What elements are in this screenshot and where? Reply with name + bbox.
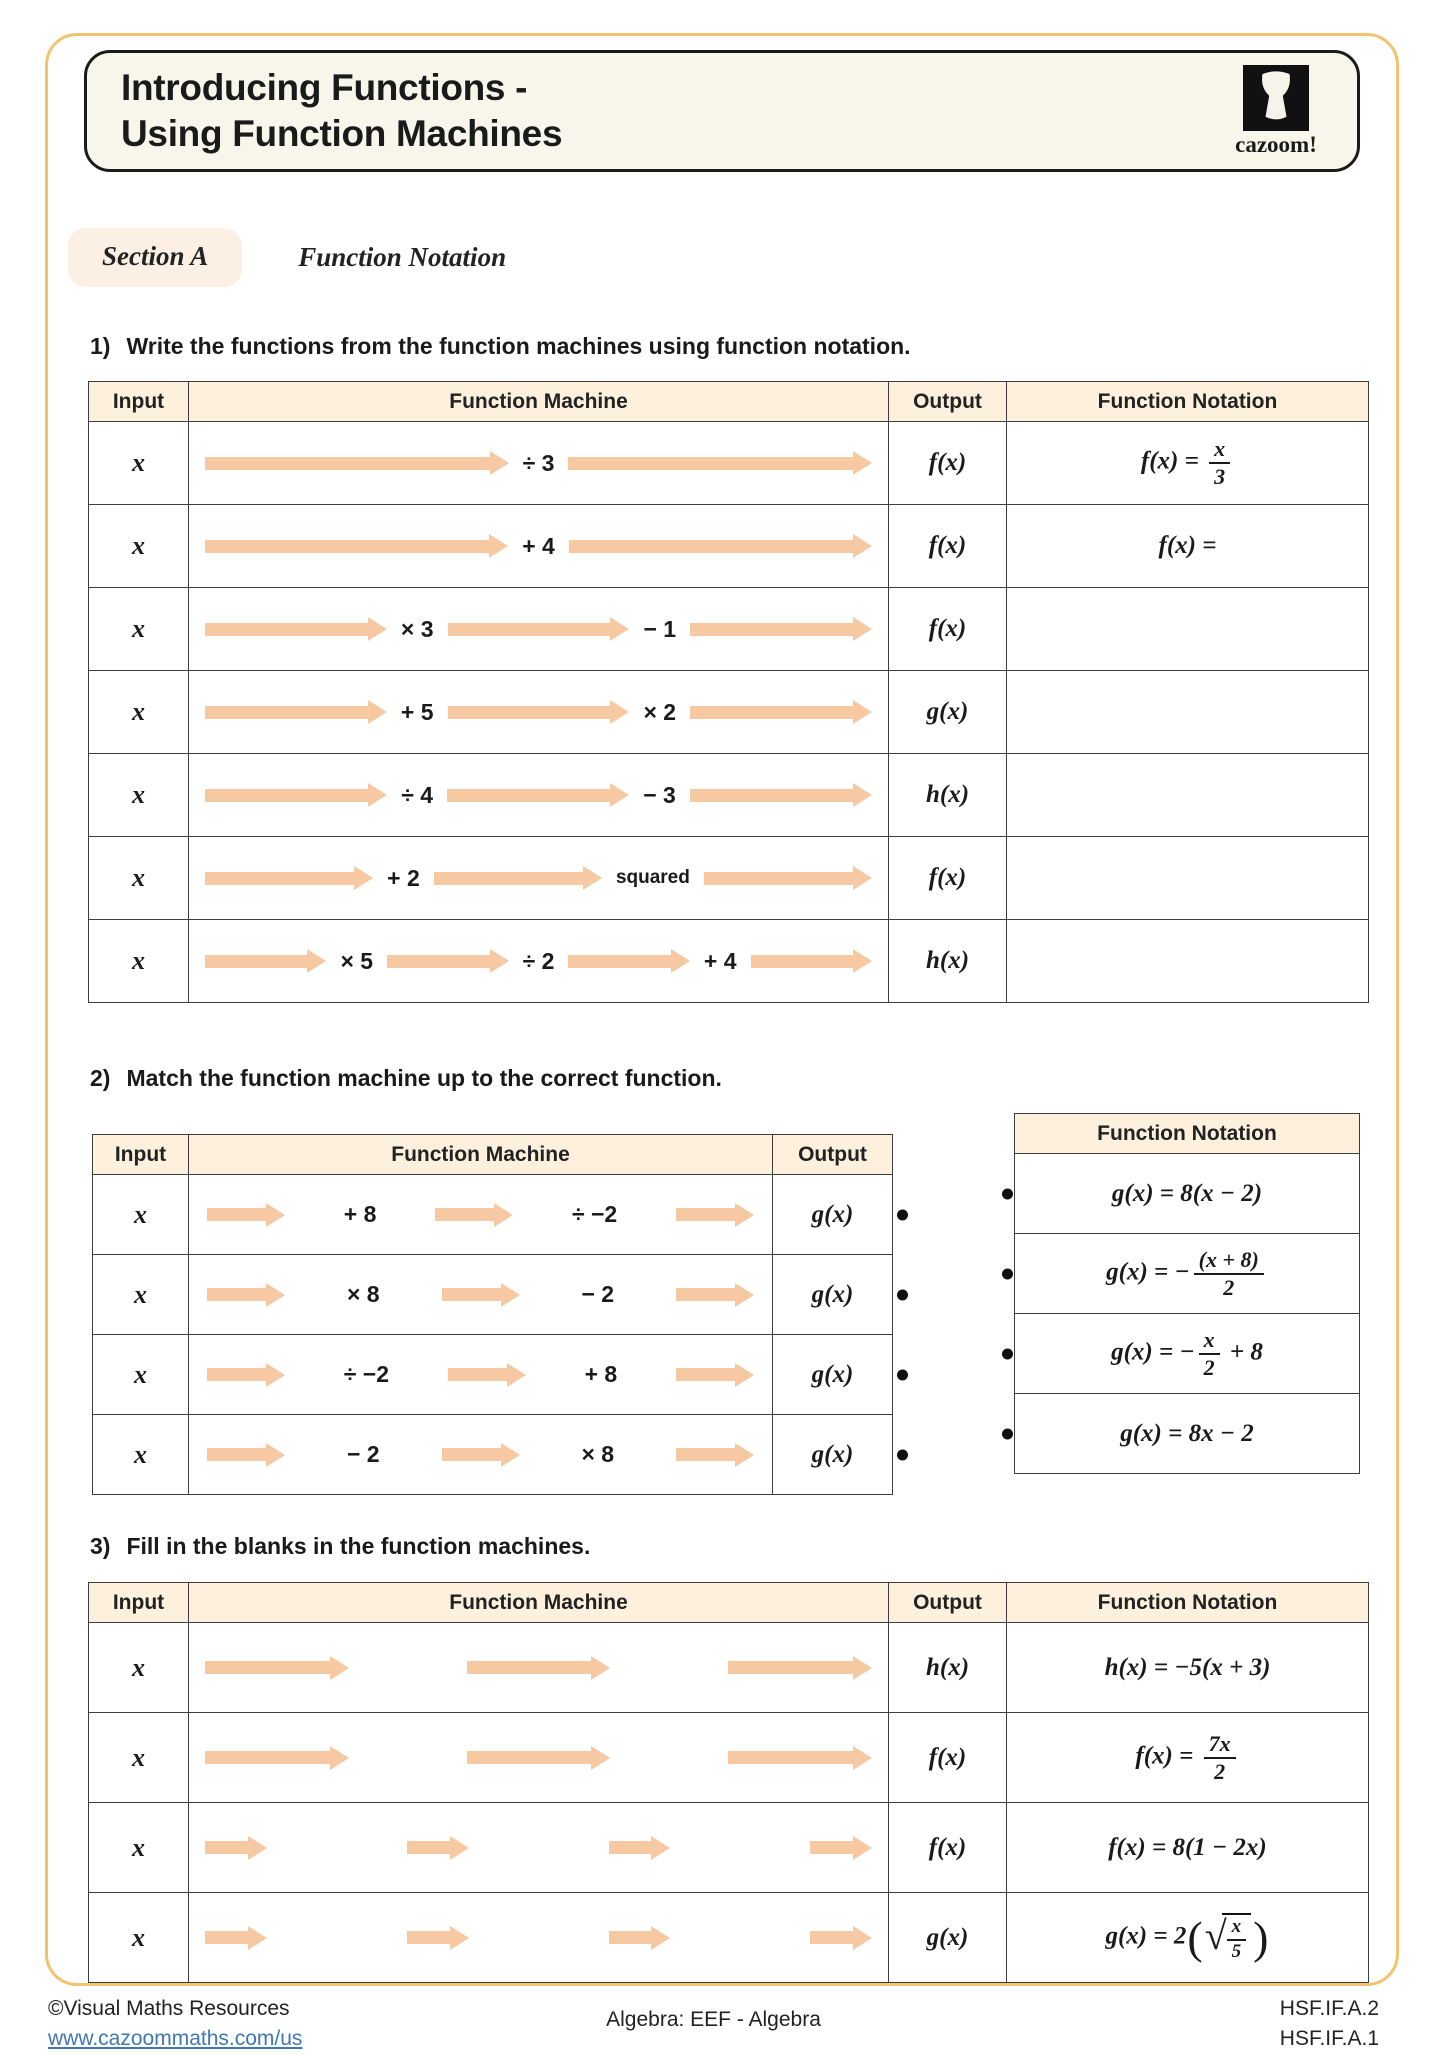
- machine-cell: [189, 1255, 773, 1335]
- machine-arrow-icon: [207, 1363, 285, 1387]
- page-title: [87, 65, 562, 158]
- machine-arrow-icon: [205, 1746, 349, 1770]
- machine-cell: [189, 505, 889, 588]
- notation-cell: [1015, 1234, 1360, 1314]
- match-dot: [1002, 1428, 1013, 1439]
- machine-arrow-icon: [205, 700, 387, 724]
- machine-blank-slot: [281, 1843, 393, 1853]
- function-machine: [189, 782, 888, 809]
- machine-arrow-icon: [810, 1836, 872, 1860]
- section-badge: Section A: [68, 228, 242, 287]
- output-cell: f(x): [889, 588, 1007, 671]
- machine-arrow-icon: [434, 866, 602, 890]
- machine-op-label: + 4: [703, 947, 737, 974]
- machine-cell: [189, 1175, 773, 1255]
- machine-blank-slot: [684, 1933, 796, 1943]
- machine-op-label: ÷ −2: [571, 1201, 618, 1227]
- q1-row: [89, 920, 1369, 1003]
- q3-prompt-text: Fill in the blanks in the function machines.: [126, 1533, 591, 1559]
- input-cell: x: [89, 754, 189, 837]
- notation-text: f(x) =: [1140, 447, 1206, 475]
- input-cell: x: [89, 1713, 189, 1803]
- footer-left: [48, 1994, 302, 2055]
- machine-op-label: − 1: [643, 615, 677, 642]
- machine-arrow-icon: [568, 451, 872, 475]
- notation-text: g(x) = 8(x − 2): [1111, 1179, 1263, 1207]
- table-header-row: [1015, 1114, 1360, 1154]
- notation-cell: [1007, 588, 1369, 671]
- q2-machine-row: [93, 1335, 893, 1415]
- match-dot: [1002, 1348, 1013, 1359]
- column-header: Function Notation: [1015, 1114, 1360, 1154]
- page-footer: [48, 1994, 1379, 2051]
- q1-row: [89, 837, 1369, 920]
- big-paren: (: [1187, 1911, 1203, 1963]
- column-header: Function Notation: [1007, 382, 1369, 422]
- machine-arrow-icon: [447, 783, 629, 807]
- machine-op-label: + 5: [400, 698, 434, 725]
- machine-op-label: ÷ −2: [343, 1361, 390, 1387]
- machine-arrow-icon: [387, 949, 508, 973]
- machine-blank-slot: [483, 1843, 595, 1853]
- machine-op-label: ÷ 4: [401, 781, 433, 808]
- output-cell: h(x): [889, 1623, 1007, 1713]
- page-title-line1: Introducing Functions -: [121, 66, 528, 108]
- input-cell: x: [89, 1623, 189, 1713]
- notation-cell: [1015, 1394, 1360, 1474]
- machine-op-label: + 4: [522, 532, 555, 559]
- machine-arrow-icon: [467, 1746, 611, 1770]
- column-header: Input: [89, 382, 189, 422]
- fraction: $\frac{x}{3}$: [1209, 437, 1230, 489]
- notation-cell: [1007, 1893, 1369, 1983]
- notation-text: + 8: [1223, 1338, 1263, 1366]
- column-header: Function Machine: [189, 1135, 773, 1175]
- input-cell: x: [89, 588, 189, 671]
- standard-code-2: HSF.IF.A.1: [1279, 2027, 1379, 2051]
- machine-arrow-icon: [205, 949, 326, 973]
- machine-cell: [189, 754, 889, 837]
- q3-row: [89, 1623, 1369, 1713]
- website-link[interactable]: www.cazoommaths.com/us: [48, 2027, 303, 2051]
- machine-arrow-icon: [448, 617, 630, 641]
- notation-cell: [1007, 1803, 1369, 1893]
- machine-arrow-icon: [676, 1363, 754, 1387]
- machine-op-label: × 8: [346, 1281, 380, 1307]
- machine-cell: [189, 1623, 889, 1713]
- q2-number: 2): [90, 1065, 111, 1091]
- notation-text: g(x) = −: [1111, 1338, 1195, 1366]
- machine-arrow-icon: [442, 1443, 520, 1467]
- q2-notation-row: [1015, 1314, 1360, 1394]
- notation-cell: [1007, 1623, 1369, 1713]
- machine-op-label: − 2: [581, 1281, 615, 1307]
- machine-cell: [189, 588, 889, 671]
- input-cell: x: [93, 1335, 189, 1415]
- cazoom-logo: [1221, 65, 1331, 158]
- notation-text: g(x) = −: [1106, 1258, 1190, 1286]
- input-cell: x: [89, 1803, 189, 1893]
- output-cell: g(x): [889, 1893, 1007, 1983]
- q3-row: [89, 1893, 1369, 1983]
- notation-text: g(x) = 2: [1105, 1922, 1187, 1950]
- q1-prompt: [90, 333, 1360, 360]
- machine-op-label: + 8: [584, 1361, 618, 1387]
- machine-cell: [189, 1893, 889, 1983]
- machine-arrow-icon: [205, 534, 508, 558]
- big-paren: ): [1253, 1911, 1269, 1963]
- q2-match-area: [92, 1113, 1360, 1495]
- machine-arrow-icon: [569, 534, 872, 558]
- output-cell: g(x): [773, 1255, 893, 1335]
- function-machine: [189, 1926, 888, 1950]
- sqrt-radical: √ $\frac{x}{5}$: [1205, 1913, 1251, 1962]
- machine-arrow-icon: [205, 866, 373, 890]
- notation-cell: [1015, 1314, 1360, 1394]
- notation-cell: [1007, 671, 1369, 754]
- machine-op-label: × 8: [581, 1441, 615, 1467]
- function-machine: [189, 1281, 772, 1308]
- machine-arrow-icon: [728, 1656, 872, 1680]
- machine-arrow-icon: [676, 1203, 754, 1227]
- machine-arrow-icon: [205, 617, 387, 641]
- machine-cell: [189, 671, 889, 754]
- output-cell: g(x): [773, 1335, 893, 1415]
- machine-op-label: + 8: [343, 1201, 377, 1227]
- notation-cell: [1007, 422, 1369, 505]
- machine-cell: [189, 1415, 773, 1495]
- machine-arrow-icon: [704, 866, 872, 890]
- output-cell: f(x): [889, 422, 1007, 505]
- function-machine: [189, 616, 888, 643]
- machine-arrow-icon: [442, 1283, 520, 1307]
- machine-blank-slot: [363, 1753, 453, 1763]
- function-machine: [189, 1836, 888, 1860]
- machine-arrow-icon: [448, 1363, 526, 1387]
- notation-cell: [1007, 505, 1369, 588]
- q2-notation-row: [1015, 1234, 1360, 1314]
- notation-text: f(x) =: [1158, 532, 1217, 559]
- q1-number: 1): [90, 333, 111, 359]
- machine-arrow-icon: [690, 617, 872, 641]
- machine-arrow-icon: [207, 1443, 285, 1467]
- machine-blank-slot: [281, 1933, 393, 1943]
- machine-arrow-icon: [751, 949, 872, 973]
- machine-arrow-icon: [205, 451, 509, 475]
- fraction: $\frac{x}{2}$: [1199, 1328, 1220, 1380]
- machine-arrow-icon: [467, 1656, 611, 1680]
- q3-number: 3): [90, 1533, 111, 1559]
- output-cell: g(x): [889, 671, 1007, 754]
- function-machine: [189, 1201, 772, 1228]
- machine-blank-slot: [624, 1663, 714, 1673]
- function-machine: [189, 1441, 772, 1468]
- machine-cell: [189, 920, 889, 1003]
- logo-text: cazoom!: [1235, 131, 1317, 157]
- match-dot: [897, 1449, 908, 1460]
- footer-standards: [1280, 1994, 1379, 2055]
- notation-text: f(x) =: [1135, 1742, 1200, 1770]
- machine-op-label: × 2: [643, 698, 677, 725]
- q2-machine-row: [93, 1175, 893, 1255]
- page-frame: [45, 33, 1399, 1986]
- output-cell: f(x): [889, 505, 1007, 588]
- q2-machine-row: [93, 1255, 893, 1335]
- machine-arrow-icon: [207, 1283, 285, 1307]
- machine-op-label: × 3: [400, 615, 434, 642]
- machine-arrow-icon: [609, 1836, 671, 1860]
- q2-prompt: [90, 1065, 1360, 1092]
- notation-cell: [1015, 1154, 1360, 1234]
- machine-cell: [189, 422, 889, 505]
- input-cell: x: [89, 422, 189, 505]
- machine-blank-slot: [624, 1753, 714, 1763]
- notation-cell: [1007, 920, 1369, 1003]
- title-box: [84, 50, 1360, 172]
- function-machine: [189, 450, 888, 477]
- table-header-row: [89, 1583, 1369, 1623]
- machine-arrow-icon: [448, 700, 630, 724]
- q1-row: [89, 754, 1369, 837]
- machine-blank-slot: [684, 1843, 796, 1853]
- machine-cell: [189, 1713, 889, 1803]
- match-dot: [1002, 1268, 1013, 1279]
- q1-row: [89, 422, 1369, 505]
- machine-arrow-icon: [205, 783, 387, 807]
- section-title: Function Notation: [298, 242, 507, 272]
- input-cell: x: [89, 837, 189, 920]
- footer-category: Algebra: EEF - Algebra: [606, 2008, 821, 2031]
- machine-arrow-icon: [205, 1656, 349, 1680]
- column-header: Output: [889, 382, 1007, 422]
- machine-arrow-icon: [207, 1203, 285, 1227]
- column-header: Input: [89, 1583, 189, 1623]
- input-cell: x: [89, 671, 189, 754]
- machine-arrow-icon: [676, 1283, 754, 1307]
- q3-row: [89, 1803, 1369, 1893]
- copyright-text: ©Visual Maths Resources: [48, 1997, 290, 2020]
- column-header: Output: [889, 1583, 1007, 1623]
- machine-op-label: × 5: [340, 947, 374, 974]
- q1-row: [89, 505, 1369, 588]
- machine-arrow-icon: [205, 1836, 267, 1860]
- output-cell: h(x): [889, 920, 1007, 1003]
- q2-machine-row: [93, 1415, 893, 1495]
- machine-op-label: − 3: [643, 781, 676, 808]
- machine-op-label: squared: [615, 867, 690, 888]
- machine-arrow-icon: [205, 1926, 267, 1950]
- q2-notation-row: [1015, 1394, 1360, 1474]
- machine-arrow-icon: [407, 1926, 469, 1950]
- notation-text: f(x) = 8(1 − 2x): [1108, 1833, 1267, 1861]
- machine-blank-slot: [363, 1663, 453, 1673]
- q2-prompt-text: Match the function machine up to the correct function.: [126, 1065, 722, 1091]
- output-cell: g(x): [773, 1415, 893, 1495]
- column-header: Function Machine: [189, 1583, 889, 1623]
- match-dot: [897, 1369, 908, 1380]
- machine-arrow-icon: [407, 1836, 469, 1860]
- machine-arrow-icon: [609, 1926, 671, 1950]
- machine-arrow-icon: [810, 1926, 872, 1950]
- column-header: Function Notation: [1007, 1583, 1369, 1623]
- q1-row: [89, 588, 1369, 671]
- match-dot: [897, 1289, 908, 1300]
- machine-cell: [189, 1803, 889, 1893]
- input-cell: x: [93, 1415, 189, 1495]
- machine-arrow-icon: [435, 1203, 513, 1227]
- function-machine: [189, 948, 888, 975]
- match-dot: [1002, 1188, 1013, 1199]
- column-header: Output: [773, 1135, 893, 1175]
- function-machine: [189, 1746, 888, 1770]
- machine-arrow-icon: [690, 700, 872, 724]
- output-cell: g(x): [773, 1175, 893, 1255]
- machine-op-label: ÷ 2: [522, 947, 555, 974]
- q2-machine-table: [92, 1134, 893, 1495]
- notation-cell: [1007, 1713, 1369, 1803]
- notation-text: h(x) = −5(x + 3): [1104, 1653, 1271, 1681]
- fraction: $\frac{7x}{2}$: [1204, 1732, 1236, 1784]
- input-cell: x: [89, 505, 189, 588]
- input-cell: x: [93, 1255, 189, 1335]
- column-header: Input: [93, 1135, 189, 1175]
- function-machine: [189, 1361, 772, 1388]
- input-cell: x: [89, 920, 189, 1003]
- machine-cell: [189, 837, 889, 920]
- notation-text: g(x) = 8x − 2: [1120, 1419, 1254, 1447]
- standard-code-1: HSF.IF.A.2: [1279, 1997, 1379, 2020]
- page-title-line2: Using Function Machines: [121, 113, 563, 154]
- machine-arrow-icon: [676, 1443, 754, 1467]
- q2-notation-table: [1014, 1113, 1360, 1474]
- machine-cell: [189, 1335, 773, 1415]
- output-cell: f(x): [889, 837, 1007, 920]
- machine-arrow-icon: [568, 949, 689, 973]
- notation-cell: [1007, 754, 1369, 837]
- q1-prompt-text: Write the functions from the function machines using function notation.: [126, 333, 911, 359]
- q1-table: [88, 381, 1369, 1003]
- machine-op-label: − 2: [346, 1441, 380, 1467]
- machine-arrow-icon: [690, 783, 872, 807]
- q3-row: [89, 1713, 1369, 1803]
- function-machine: [189, 865, 888, 892]
- q1-row: [89, 671, 1369, 754]
- input-cell: x: [93, 1175, 189, 1255]
- output-cell: f(x): [889, 1803, 1007, 1893]
- q3-prompt: [90, 1533, 1360, 1560]
- q2-notation-row: [1015, 1154, 1360, 1234]
- function-machine: [189, 533, 888, 560]
- section-header: [84, 228, 1360, 287]
- machine-op-label: ÷ 3: [522, 449, 555, 476]
- fraction: $\frac{(x + 8)}{2}$: [1194, 1248, 1264, 1300]
- notation-cell: [1007, 837, 1369, 920]
- fraction: $\frac{x}{5}$: [1227, 1917, 1247, 1962]
- function-machine: [189, 1656, 888, 1680]
- match-dot: [897, 1209, 908, 1220]
- input-cell: x: [89, 1893, 189, 1983]
- machine-arrow-icon: [728, 1746, 872, 1770]
- output-cell: h(x): [889, 754, 1007, 837]
- function-machine: [189, 699, 888, 726]
- table-header-row: [93, 1135, 893, 1175]
- column-header: Function Machine: [189, 382, 889, 422]
- output-cell: f(x): [889, 1713, 1007, 1803]
- q3-table: [88, 1582, 1369, 1983]
- drum-icon: [1243, 65, 1309, 131]
- machine-blank-slot: [483, 1933, 595, 1943]
- table-header-row: [89, 382, 1369, 422]
- machine-op-label: + 2: [387, 864, 420, 891]
